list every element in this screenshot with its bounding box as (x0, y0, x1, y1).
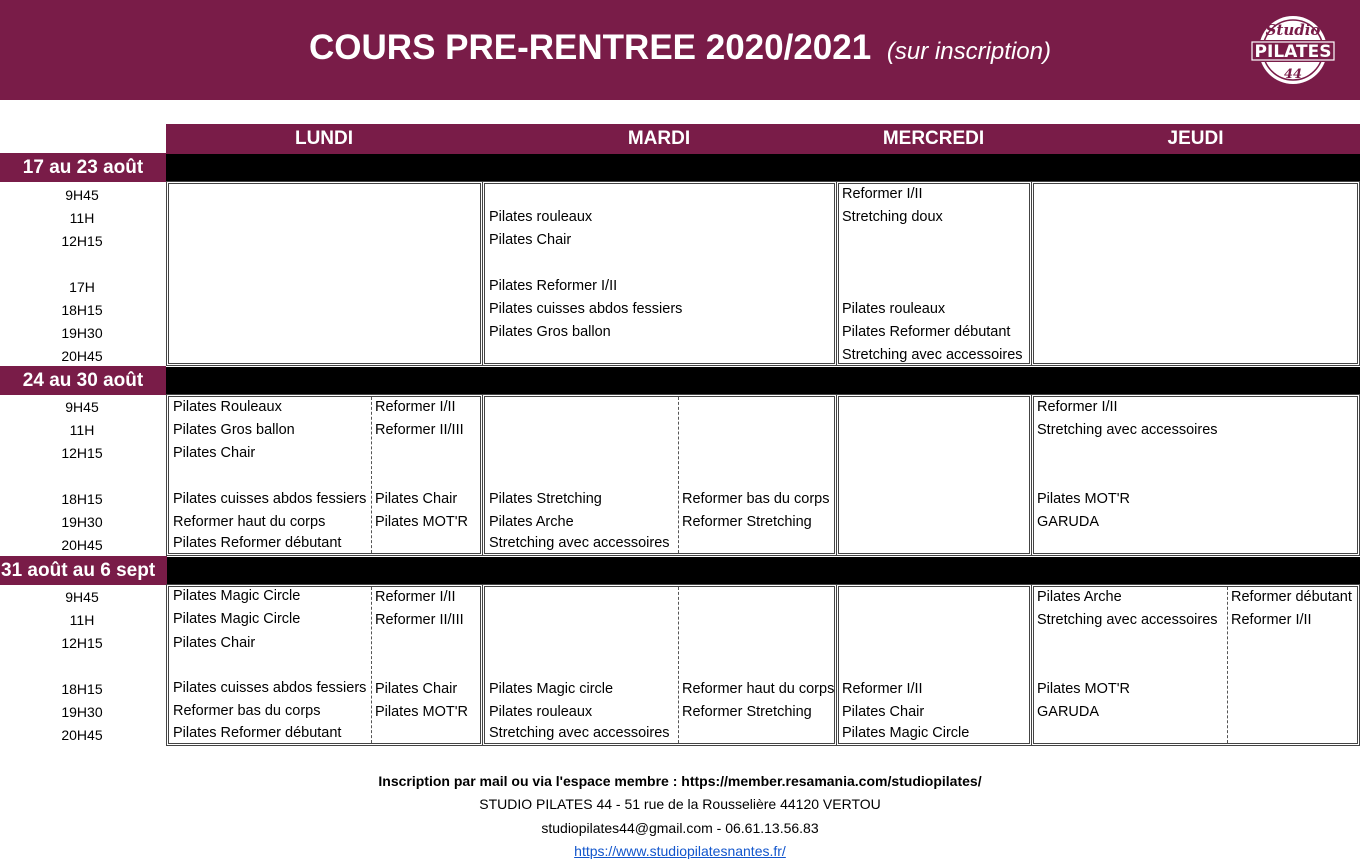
time-label: 9H45 (65, 589, 99, 605)
website-link[interactable]: https://www.studiopilatesnantes.fr/ (574, 843, 786, 859)
class-entry: Stretching avec accessoires (1037, 422, 1218, 438)
mardi-box (482, 584, 837, 746)
column-divider (371, 397, 372, 553)
time-label: 18H15 (61, 681, 103, 697)
mardi-box (482, 394, 837, 556)
mercredi-box (836, 394, 1032, 556)
class-entry: Pilates Magic Circle (173, 588, 301, 604)
class-entry: Pilates cuisses abdos fessiers (173, 491, 367, 507)
class-entry: Reformer I/II (842, 681, 923, 697)
week-band (0, 557, 1360, 584)
title-subtitle: (sur inscription) (886, 38, 1051, 65)
lundi-box (166, 584, 483, 746)
class-entry: Reformer II/III (375, 612, 464, 628)
time-label: 11H (69, 422, 95, 438)
class-entry: Pilates Magic Circle (173, 611, 301, 627)
class-entry: GARUDA (1037, 704, 1100, 720)
class-entry: Pilates Magic Circle (842, 725, 970, 741)
class-entry: Pilates rouleaux (842, 301, 946, 317)
class-entry: Stretching doux (842, 209, 943, 225)
time-label: 9H45 (65, 187, 99, 203)
class-entry: Reformer débutant (1231, 589, 1352, 605)
class-entry: Pilates Chair (375, 681, 458, 697)
class-entry: Reformer I/II (842, 186, 923, 202)
class-entry: Pilates cuisses abdos fessiers (489, 301, 683, 317)
class-entry: Pilates Arche (1037, 589, 1122, 605)
class-entry: Reformer I/II (375, 399, 456, 415)
class-entry: Pilates rouleaux (489, 209, 593, 225)
time-label: 20H45 (61, 348, 103, 364)
column-divider (371, 587, 372, 743)
class-entry: Pilates Reformer débutant (173, 725, 342, 741)
class-entry: Reformer bas du corps (173, 703, 321, 719)
mercredi-box (836, 584, 1032, 746)
class-entry: Pilates Chair (842, 704, 925, 720)
day-jeudi: JEUDI (1167, 128, 1224, 149)
class-entry: Pilates MOT'R (1037, 681, 1131, 697)
time-label: 11H (69, 612, 95, 628)
class-entry: Reformer II/III (375, 422, 464, 438)
class-entry: Pilates Chair (173, 635, 256, 651)
time-label: 18H15 (61, 491, 103, 507)
title-text: COURS PRE-RENTREE 2020/2021 (309, 28, 872, 67)
svg-text:44: 44 (1283, 67, 1303, 82)
day-mardi: MARDI (627, 128, 691, 149)
week-label: 31 août au 6 sept (0, 556, 167, 585)
footer-registration: Inscription par mail ou via l'espace membre : https://member.resamania.com/studiopilates/ (378, 773, 982, 789)
class-entry: Pilates Gros ballon (489, 324, 611, 340)
class-entry: Stretching avec accessoires (489, 725, 670, 741)
time-label: 17H (69, 279, 95, 295)
day-lundi: LUNDI (294, 128, 354, 149)
column-divider (1227, 587, 1228, 743)
class-entry: Pilates Chair (489, 232, 572, 248)
class-entry: Pilates Stretching (489, 491, 602, 507)
class-entry: Pilates Chair (173, 445, 256, 461)
jeudi-box (1031, 181, 1360, 366)
page-title (0, 28, 1360, 68)
week-label: 17 au 23 août (0, 153, 166, 182)
class-entry: Reformer haut du corps (682, 681, 835, 697)
class-entry: Reformer I/II (375, 589, 456, 605)
jeudi-box (1031, 394, 1360, 556)
class-entry: GARUDA (1037, 514, 1100, 530)
time-label: 19H30 (61, 514, 103, 530)
time-label: 9H45 (65, 399, 99, 415)
class-entry: Stretching avec accessoires (842, 347, 1023, 363)
week-label: 24 au 30 août (0, 366, 166, 395)
class-entry: Pilates Arche (489, 514, 574, 530)
studio-pilates-logo (1250, 12, 1336, 88)
time-label: 12H15 (61, 635, 103, 651)
class-entry: Reformer Stretching (682, 704, 812, 720)
class-entry: Reformer bas du corps (682, 491, 830, 507)
column-divider (678, 587, 679, 743)
class-entry: Stretching avec accessoires (489, 535, 670, 551)
class-entry: Reformer I/II (1037, 399, 1118, 415)
class-entry: Pilates cuisses abdos fessiers (173, 680, 367, 696)
class-entry: Pilates MOT'R (1037, 491, 1131, 507)
class-entry: Pilates Chair (375, 491, 458, 507)
time-label: 12H15 (61, 445, 103, 461)
column-divider (678, 397, 679, 553)
class-entry: Pilates Magic circle (489, 681, 614, 697)
day-mercredi: MERCREDI (882, 128, 985, 149)
time-label: 19H30 (61, 325, 103, 341)
class-entry: Reformer I/II (1231, 612, 1312, 628)
class-entry: Pilates MOT'R (375, 514, 469, 530)
class-entry: Stretching avec accessoires (1037, 612, 1218, 628)
week-band (0, 367, 1360, 394)
class-entry: Reformer Stretching (682, 514, 812, 530)
lundi-box (166, 181, 483, 366)
svg-text:Studio: Studio (1265, 21, 1321, 39)
class-entry: Reformer haut du corps (173, 514, 326, 530)
class-entry: Pilates Gros ballon (173, 422, 295, 438)
class-entry: Pilates Reformer I/II (489, 278, 618, 294)
time-label: 11H (69, 210, 95, 226)
class-entry: Pilates MOT'R (375, 704, 469, 720)
time-label: 20H45 (61, 727, 103, 743)
class-entry: Pilates Reformer débutant (173, 535, 342, 551)
week-band (0, 154, 1360, 181)
svg-text:PILATES: PILATES (1254, 42, 1332, 62)
footer-website (0, 843, 1360, 859)
jeudi-box (1031, 584, 1360, 746)
class-entry: Pilates Reformer débutant (842, 324, 1011, 340)
time-label: 12H15 (61, 233, 103, 249)
class-entry: Pilates rouleaux (489, 704, 593, 720)
time-label: 20H45 (61, 537, 103, 553)
lundi-box (166, 394, 483, 556)
time-label: 18H15 (61, 302, 103, 318)
class-entry: Pilates Rouleaux (173, 399, 282, 415)
footer-address: STUDIO PILATES 44 - 51 rue de la Rousselière 44120 VERTOU (479, 796, 881, 812)
footer-contact: studiopilates44@gmail.com - 06.61.13.56.83 (541, 820, 819, 836)
time-label: 19H30 (61, 704, 103, 720)
